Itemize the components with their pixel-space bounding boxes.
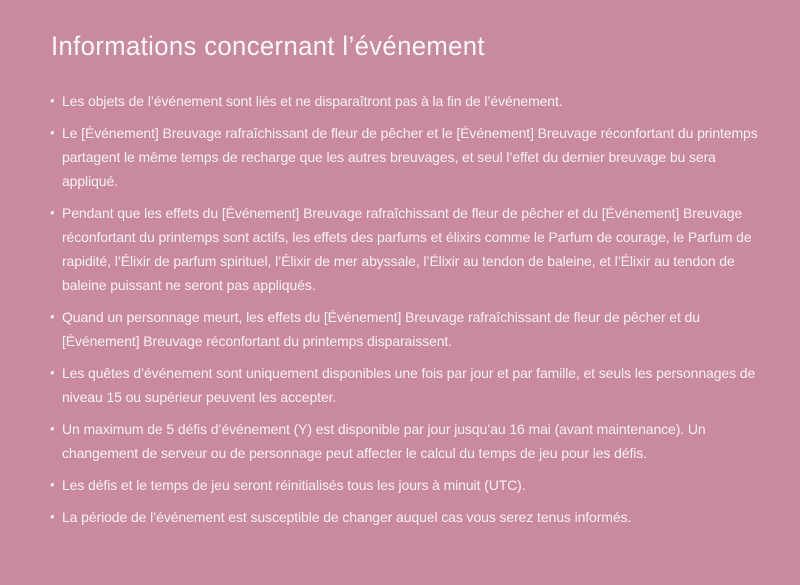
list-item-text: Les objets de l’événement sont liés et ne disparaîtront pas à la fin de l’événement. bbox=[62, 93, 563, 109]
list-item-text: Quand un personnage meurt, les effets du [Événement] Breuvage rafraîchissant de fleur de pêcher et du [Événement] Breuvage réconfortant du printemps disparaissent. bbox=[62, 309, 700, 349]
list-item-text: Le [Événement] Breuvage rafraîchissant de fleur de pêcher et le [Événement] Breuvage réconfortant du printemps partagent le même temps de recharge que les autres breuvages, et seul l’effet du dernier breuvage bu sera appliqué. bbox=[62, 125, 758, 189]
list-item bbox=[50, 505, 758, 529]
list-item-text: Les quêtes d’événement sont uniquement disponibles une fois par jour et par famille, et seuls les personnages de niveau 15 ou supérieur peuvent les accepter. bbox=[62, 365, 756, 405]
list-item bbox=[50, 89, 758, 113]
list-item-text: Les défis et le temps de jeu seront réinitialisés tous les jours à minuit (UTC). bbox=[62, 477, 526, 493]
list-item bbox=[50, 473, 758, 497]
list-item bbox=[50, 201, 758, 297]
list-item-text: Pendant que les effets du [Événement] Breuvage rafraîchissant de fleur de pêcher et du [Événement] Breuvage réconfortant du printemps sont actifs, les effets des parfums et élixirs comme le Parfum de courage, le Parfum de rapidité, l’Élixir de parfum spirituel, l’Élixir de mer abyssale, l’Élixir au tendon de baleine, et l’Élixir au tendon de baleine puissant ne seront pas appliqués. bbox=[62, 205, 752, 293]
bullet-icon: • bbox=[50, 125, 55, 140]
page-title: Informations concernant l’événement bbox=[51, 31, 485, 61]
bullet-icon: • bbox=[50, 421, 55, 436]
list-item bbox=[50, 121, 758, 193]
list-item bbox=[50, 305, 758, 353]
bullet-icon: • bbox=[50, 477, 55, 492]
bullet-icon: • bbox=[50, 365, 55, 380]
bullet-icon: • bbox=[50, 205, 55, 220]
bullet-icon: • bbox=[50, 93, 55, 108]
bullet-icon: • bbox=[50, 509, 55, 524]
bullet-icon: • bbox=[50, 309, 55, 324]
list-item-text: La période de l’événement est susceptible de changer auquel cas vous serez tenus informés. bbox=[62, 509, 632, 525]
list-item bbox=[50, 417, 758, 465]
event-info-list bbox=[50, 89, 758, 529]
list-item bbox=[50, 361, 758, 409]
list-item-text: Un maximum de 5 défis d’événement (Y) est disponible par jour jusqu’au 16 mai (avant maintenance). Un changement de serveur ou de personnage peut affecter le calcul du temps de jeu pour les défis. bbox=[62, 421, 706, 461]
